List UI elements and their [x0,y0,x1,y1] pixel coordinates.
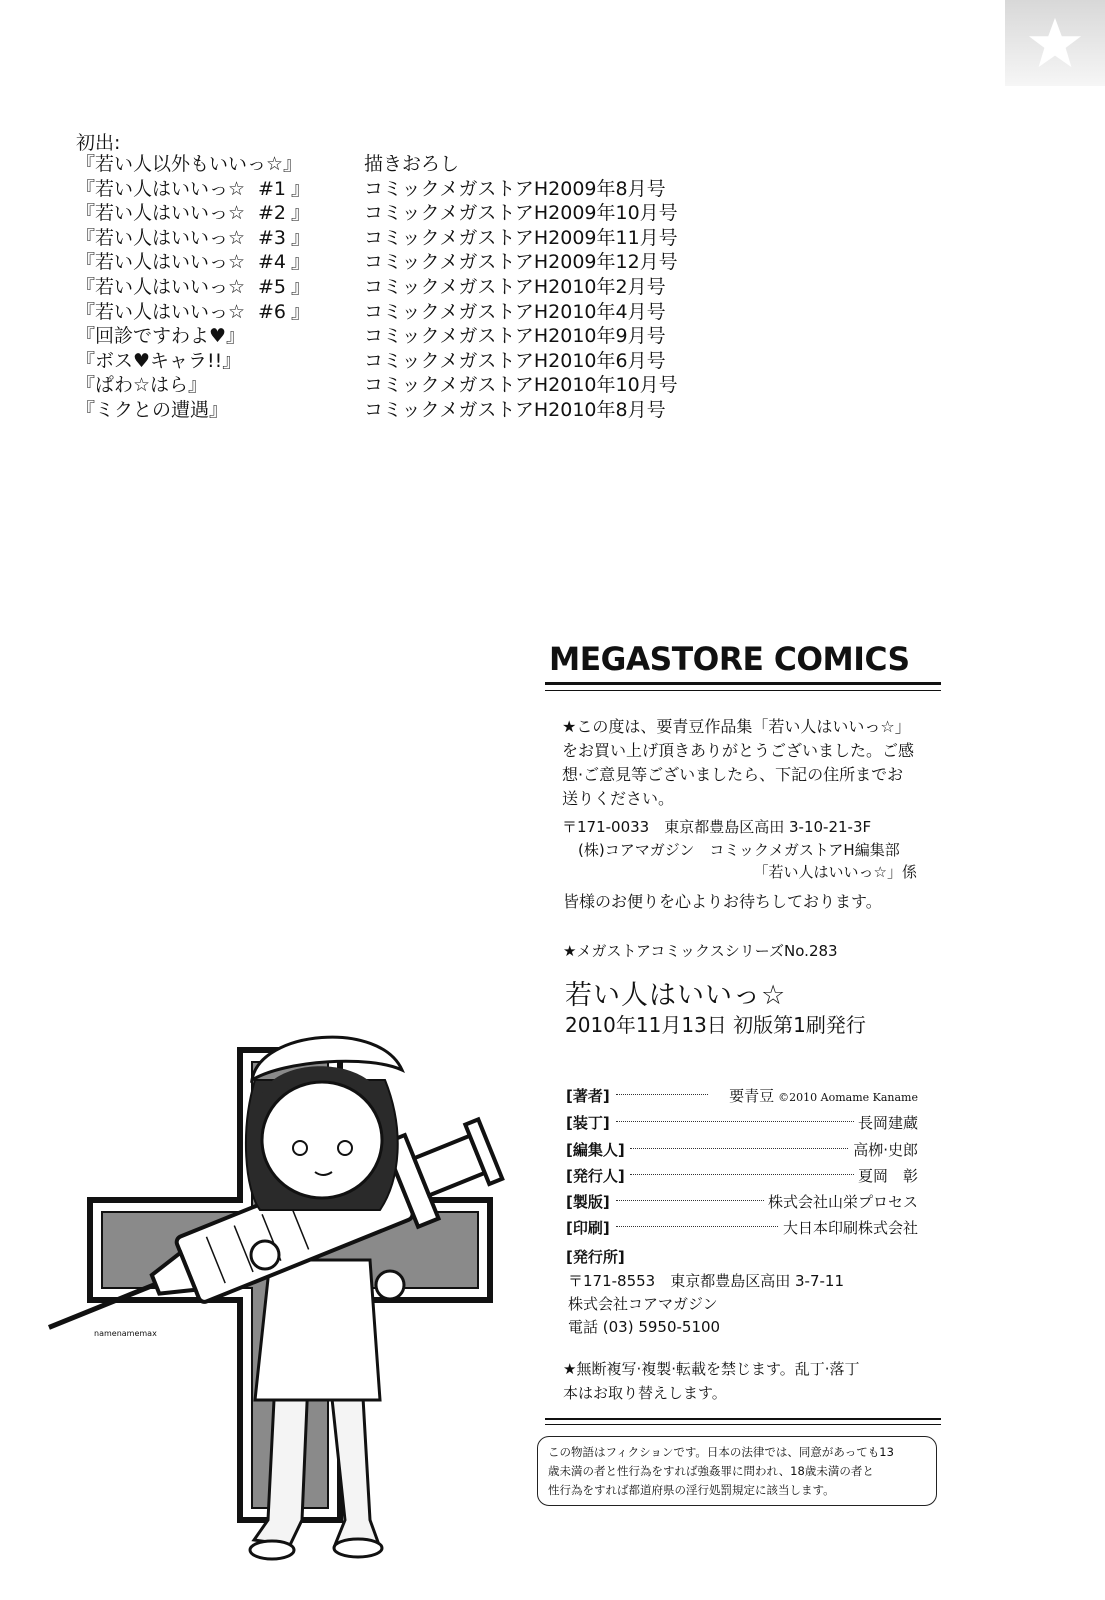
credit-value [779,1217,918,1239]
right-eye [338,1141,352,1155]
editor-address-line3: 「若い人はいいっ☆」係 [753,863,917,881]
work-title: 『ミクとの遭遇』 [76,399,229,421]
publisher-name: 株式会社コアマガジン [568,1295,718,1313]
credit-label: [製版] [566,1193,610,1211]
credit-value-text: 高栁·史郎 [853,1141,918,1159]
work-title: 『若い人はいいっ☆ [76,251,246,274]
credit-row [566,1191,918,1213]
work-title: 『若い人はいいっ☆ [76,202,246,225]
work-title: 『回診ですわよ♥』 [76,325,246,348]
left-hand [251,1241,279,1269]
thanks-message [562,715,914,811]
episode-number: #5 [258,276,287,298]
work-title: 『若い人はいいっ☆ [76,300,246,323]
source-magazine: コミックメガストアH2010年10月号 [364,374,678,397]
reproduction-notice [563,1357,860,1405]
publisher-address: 〒171-8553 東京都豊島区高田 3-7-11 [568,1272,844,1290]
publisher-label: [発行所] [566,1248,625,1266]
credit-value-text: 株式会社山栄プロセス [767,1193,918,1211]
credit-value [849,1139,918,1161]
closing-bracket: 』 [291,276,311,298]
credit-row [566,1165,918,1187]
credit-value-text: 大日本印刷株式会社 [782,1219,918,1237]
credit-row [566,1217,918,1239]
credit-value [725,1085,918,1109]
copyright-notice: ©2010 Aomame Kaname [778,1091,918,1104]
thanks-line: 想·ご意見等ございましたら、下記の住所までお [562,765,904,784]
work-title: 『ボス♥キャラ!!』 [76,349,242,372]
work-title: 『若い人はいいっ☆ [76,177,246,200]
thanks-line: 送りください。 [562,789,675,808]
editor-address-line2: (株)コアマガジン コミックメガストアH編集部 [578,841,900,859]
editor-address-line1: 〒171-0033 東京都豊島区高田 3-10-21-3F [562,818,872,836]
work-title: 『若い人はいいっ☆ [76,226,246,249]
series-number: ★メガストアコミックスシリーズNo.283 [563,942,838,960]
source-magazine: コミックメガストアH2010年4月号 [364,300,666,323]
closing-bracket: 』 [291,300,311,323]
corner-tab [1005,0,1105,86]
face [262,1082,382,1198]
source-magazine: コミックメガストアH2009年11月号 [364,226,678,249]
fiction-notice-box [537,1436,937,1506]
fiction-notice-line: 歳未満の者と性行為をすれば強姦罪に問われ、18歳未満の者と [548,1464,874,1478]
uniform [255,1260,380,1400]
left-eye [293,1141,307,1155]
credit-label: [装丁] [566,1114,610,1132]
source-magazine: コミックメガストアH2009年8月号 [364,177,666,200]
fiction-notice-line: この物語はフィクションです。日本の法律では、同意があっても13 [548,1445,894,1459]
credit-row [566,1112,918,1134]
first-appearance-heading: 初出: [76,132,121,154]
publisher-phone: 電話 (03) 5950-5100 [568,1318,721,1336]
credit-label: [著者] [566,1087,610,1105]
reproduction-line: 本はお取り替えします。 [563,1384,727,1402]
closing-bracket: 』 [291,251,311,274]
brand-logo: MEGASTORE COMICS [549,640,910,678]
brand-rule-thin [545,690,941,691]
awaiting-letters: 皆様のお便りを心よりお待ちしております。 [563,892,882,911]
closing-bracket: 』 [291,202,311,225]
episode-number: #3 [258,226,287,249]
nurse-illustration [40,960,540,1580]
closing-bracket: 』 [291,226,311,249]
credit-value [854,1112,918,1134]
work-title: 『若い人はいいっ☆ [76,276,246,298]
fiction-notice-line: 性行為をすれば都道府県の淫行処罰規定に該当します。 [548,1483,835,1497]
source-magazine: コミックメガストアH2009年12月号 [364,251,678,274]
artist-signature: namenamemax [94,1329,157,1338]
bottom-rule-thin [545,1424,941,1425]
credit-value [854,1165,918,1187]
source-magazine: コミックメガストアH2009年10月号 [364,202,678,225]
brand-rule [545,682,941,685]
reproduction-line: ★無断複写·複製·転載を禁じます。乱丁·落丁 [563,1360,860,1378]
credit-label: [発行人] [566,1167,625,1185]
right-hand [376,1271,404,1299]
source-magazine: コミックメガストアH2010年9月号 [364,325,666,348]
source-magazine: コミックメガストアH2010年8月号 [364,399,666,421]
episode-number: #1 [258,177,287,200]
work-title: 『ぱわ☆はら』 [76,374,208,397]
credit-row [566,1085,918,1107]
closing-bracket: 』 [291,177,311,200]
credit-label: [編集人] [566,1141,625,1159]
source-magazine: コミックメガストアH2010年2月号 [364,276,666,298]
credit-value-text: 要青豆 [729,1087,775,1105]
credit-value [764,1191,918,1213]
episode-number: #4 [258,251,287,274]
bottom-rule [545,1418,941,1420]
star-icon [1026,14,1084,72]
credit-label: [印刷] [566,1219,610,1237]
source-magazine: 描きおろし [364,153,460,175]
work-title: 『若い人以外もいいっ☆』 [76,153,303,175]
book-title: 若い人はいいっ☆ [565,980,787,1011]
episode-number: #6 [258,300,287,323]
credit-value-text: 長岡建蔵 [857,1114,918,1132]
source-magazine: コミックメガストアH2010年6月号 [364,349,666,372]
episode-number: #2 [258,202,287,225]
leader-dots [616,1094,708,1095]
thanks-line: をお買い上げ頂きありがとうございました。ご感 [562,741,915,760]
left-shoe [250,1541,294,1559]
credit-value-text: 夏岡 彰 [857,1167,918,1185]
thanks-line: ★この度は、要青豆作品集「若い人はいいっ☆」 [562,717,911,736]
publication-date: 2010年11月13日 初版第1刷発行 [565,1013,866,1037]
credit-row [566,1139,918,1161]
right-shoe [334,1539,382,1557]
